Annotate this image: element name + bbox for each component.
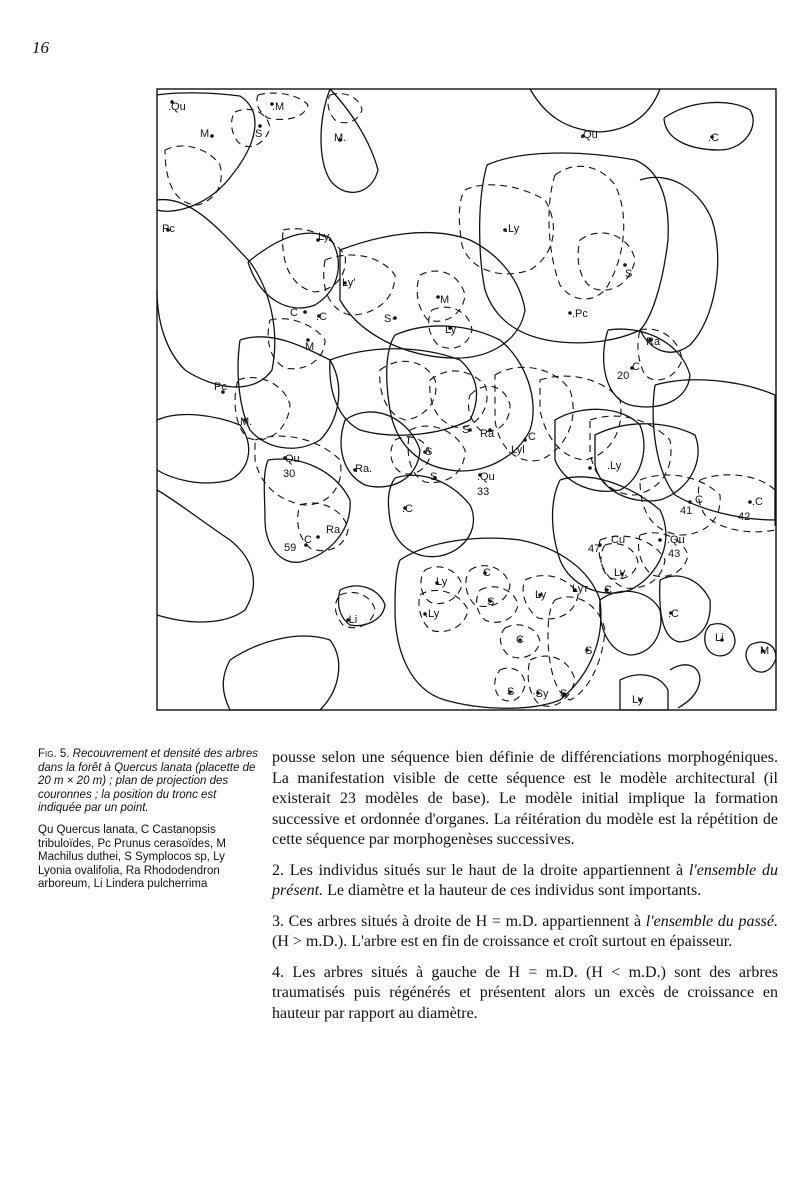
label-s: S — [560, 688, 568, 700]
label-c: C — [290, 307, 298, 319]
label-ly: Ly. — [614, 567, 628, 579]
species-labels — [162, 101, 769, 706]
label-qu: .Qu — [168, 101, 186, 113]
label-pc: Pc — [214, 381, 227, 393]
label-c: Cu — [611, 534, 626, 546]
label-c: .C — [316, 311, 327, 323]
label-ly: Ly — [436, 576, 448, 588]
label-s: S — [625, 268, 633, 280]
label-ly: Lyт — [572, 583, 589, 595]
label-m: M — [305, 341, 315, 353]
label-number: 42 — [738, 511, 751, 523]
crown-projection-figure — [155, 87, 778, 712]
label-ra: Ra. — [355, 463, 373, 475]
p3-start: 3. Ces arbres situés à droite de H = m.D. appartiennent à — [272, 912, 646, 930]
paragraph-4: 4. Les arbres situés à gauche de H = m.D. (H < m.D.) sont des arbres traumatisés puis régénérés et présentent alors un excès de croissance en hauteur par rapport au diamètre. — [272, 963, 778, 1022]
label-c: .C — [668, 608, 679, 620]
label-ly: .Ly — [505, 223, 520, 235]
label-m: M. — [334, 132, 347, 144]
label-ly: Ly — [632, 694, 644, 706]
label-qu: .Qu — [580, 129, 598, 141]
label-number: 41 — [680, 505, 693, 517]
label-ra: Ra — [646, 336, 661, 348]
label-s: S — [507, 686, 515, 698]
label-qu: Qu — [285, 453, 300, 465]
label-c: .C — [752, 496, 763, 508]
label-s: S· — [384, 313, 395, 325]
label-ra: Ra — [326, 524, 341, 536]
label-number: 47 — [588, 543, 601, 555]
label-m: M — [440, 294, 450, 306]
paragraph-1: pousse selon une séquence bien définie de différenciations morphogéniques. La manifestation visible de cette séquence est le modèle architectural (il existerait 23 modèles de base). Le modèle initial implique la formation successive et ordonnée d'organes. La réitération du modèle est la répétition de cette séquence par morphogenèses successives. — [272, 749, 778, 848]
crown-map — [155, 87, 778, 712]
figure-caption — [38, 748, 260, 900]
caption-title: Recouvrement et densité des arbres dans la forêt à Quercus lanata (placette de 20 m × 20 m) ; plan de projection des couronnes ; la position du tronc est indiquée par un point. — [38, 748, 259, 815]
label-ly: Ly — [445, 324, 457, 336]
label-number: 30 — [283, 468, 296, 480]
page-number: 16 — [32, 38, 49, 57]
p2-emphasis: l'ensemble du présent. — [272, 861, 778, 899]
label-m: .M — [272, 101, 285, 113]
label-c: C — [483, 567, 491, 579]
label-s: S — [462, 424, 470, 436]
p3-end: (H > m.D.). L'arbre est en fin de croissance et croît surtout en épaisseur. — [272, 933, 733, 950]
label-s: S — [487, 596, 495, 608]
label-c: .C — [402, 503, 413, 515]
label-m: M. — [240, 416, 253, 428]
label-m: M. — [200, 128, 213, 140]
label-pc: Pc — [162, 223, 175, 235]
label-sy: ·Sy — [532, 688, 549, 700]
label-ly: Ly — [535, 589, 547, 601]
body-text — [272, 748, 778, 1034]
label-number: 43 — [668, 548, 681, 560]
label-ly: .Ly — [607, 460, 622, 472]
label-c: .C — [708, 132, 719, 144]
paragraph-2 — [272, 861, 778, 902]
label-ly: .Lyl — [508, 444, 525, 456]
label-s: S — [585, 645, 593, 657]
label-s: S — [430, 471, 438, 483]
label-c: C — [516, 634, 524, 646]
label-c: C — [632, 361, 640, 373]
label-s: .S — [252, 128, 263, 140]
label-ly: Ly' — [342, 277, 356, 289]
label-qu: .Qu — [477, 471, 495, 483]
label-s: S — [425, 446, 433, 458]
label-number: 20 — [617, 370, 630, 382]
label-c: C — [695, 494, 703, 506]
p3-emphasis: l'ensemble du passé. — [645, 912, 779, 930]
label-ra: Ra — [480, 428, 495, 440]
label-qu: .Qu — [667, 534, 685, 546]
label-c: C — [304, 534, 312, 546]
label-ly: .Ly — [425, 608, 440, 620]
label-li: Li — [715, 632, 724, 644]
label-ly: Ly. — [318, 231, 332, 243]
label-pc: .Pc — [572, 308, 588, 320]
label-number: 59 — [284, 542, 297, 554]
paragraph-3 — [272, 912, 778, 953]
p2-end: Le diamètre et la hauteur de ces individus sont importants. — [323, 882, 702, 899]
label-c: C — [528, 431, 536, 443]
label-number: 33 — [477, 486, 490, 498]
figure-number: Fig. 5. — [38, 748, 70, 760]
caption-legend: Qu Quercus lanata, C Castanopsis tribuloïdes, Pc Prunus cerasoïdes, M Machilus duthei, S Symplocos sp, Ly Lyonia ovalifolia, Ra Rhododendron arboreum, Li Lindera pulcherrima — [38, 823, 226, 891]
label-li: ·Li — [345, 614, 358, 626]
solid-crowns — [157, 89, 776, 710]
plot-border — [157, 89, 776, 710]
label-c: C — [604, 584, 612, 596]
p2-start: 2. Les individus situés sur le haut de la droite appartiennent à — [272, 861, 689, 879]
label-m: M — [760, 645, 770, 657]
